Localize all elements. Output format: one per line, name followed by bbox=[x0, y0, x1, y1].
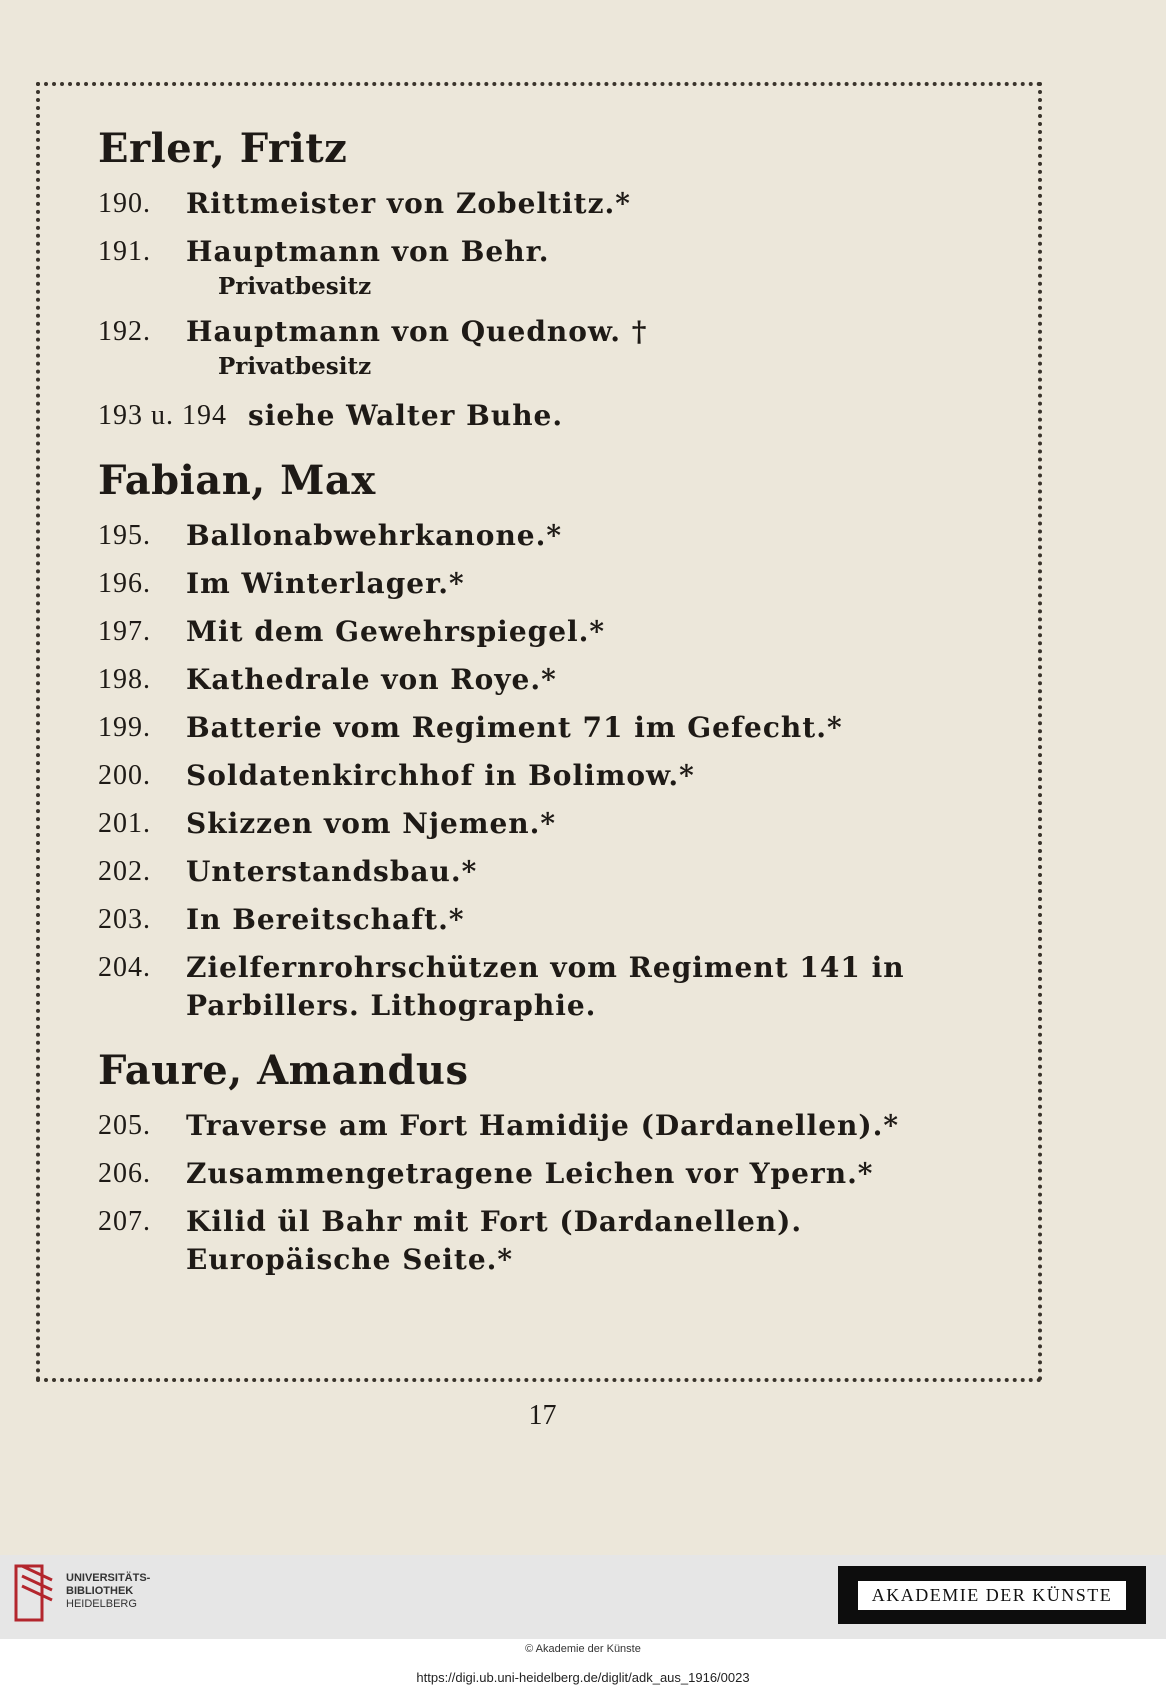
entry-number: 201. bbox=[98, 808, 151, 839]
catalog-entry bbox=[98, 1203, 998, 1279]
entry-number: 193 u. 194 bbox=[98, 400, 227, 431]
entry-number: 205. bbox=[98, 1110, 151, 1141]
catalog-entry bbox=[98, 517, 998, 555]
artist-section bbox=[98, 457, 998, 1025]
artist-section bbox=[98, 125, 998, 435]
entry-number: 200. bbox=[98, 760, 151, 791]
catalog-entry bbox=[98, 901, 998, 939]
catalog-entry bbox=[98, 1155, 998, 1193]
entry-title: Soldatenkirchhof in Bolimow.* bbox=[186, 759, 695, 792]
catalog-entry bbox=[98, 661, 998, 699]
entry-title: Zielfernrohrschützen vom Regiment 141 in Parbillers. Lithographie. bbox=[186, 951, 905, 1022]
entry-owner: Privatbesitz bbox=[218, 273, 372, 300]
entry-number: 192. bbox=[98, 316, 151, 347]
entry-number: 202. bbox=[98, 856, 151, 887]
catalog-entry bbox=[98, 949, 998, 1025]
catalog-entry bbox=[98, 185, 998, 223]
akademie-label: AKADEMIE DER KÜNSTE bbox=[858, 1581, 1126, 1610]
entry-title: Kathedrale von Roye.* bbox=[186, 663, 557, 696]
artist-heading: Fabian, Max bbox=[98, 457, 376, 504]
entry-title: Rittmeister von Zobeltitz.* bbox=[186, 187, 631, 220]
entry-title: Mit dem Gewehrspiegel.* bbox=[186, 615, 606, 648]
permalink-url[interactable]: https://digi.ub.uni-heidelberg.de/diglit/adk_aus_1916/0023 bbox=[416, 1670, 750, 1685]
entry-number: 198. bbox=[98, 664, 151, 695]
entry-title: Traverse am Fort Hamidije (Dardanellen).* bbox=[186, 1109, 899, 1142]
entry-number: 199. bbox=[98, 712, 151, 743]
catalog-entry bbox=[98, 397, 998, 435]
catalog-entry bbox=[98, 313, 998, 383]
entry-title: Batterie vom Regiment 71 im Gefecht.* bbox=[186, 711, 843, 744]
entry-number: 196. bbox=[98, 568, 151, 599]
entry-owner: Privatbesitz bbox=[218, 353, 372, 380]
entry-number: 195. bbox=[98, 520, 151, 551]
library-line-2: BIBLIOTHEK bbox=[66, 1585, 134, 1597]
library-line-3: HEIDELBERG bbox=[66, 1598, 137, 1610]
ub-heidelberg-logo-icon bbox=[12, 1562, 58, 1624]
entry-number: 197. bbox=[98, 616, 151, 647]
entry-title: Zusammengetragene Leichen vor Ypern.* bbox=[186, 1157, 874, 1190]
catalog-entry bbox=[98, 805, 998, 843]
page-number: 17 bbox=[528, 1400, 557, 1431]
entry-title: Unterstandsbau.* bbox=[186, 855, 478, 888]
catalog-entry bbox=[98, 233, 998, 303]
entry-title: In Bereitschaft.* bbox=[186, 903, 465, 936]
entry-title: Ballonabwehrkanone.* bbox=[186, 519, 563, 552]
library-line-1: UNIVERSITÄTS- bbox=[66, 1572, 151, 1584]
catalog-entry bbox=[98, 613, 998, 651]
entry-number: 203. bbox=[98, 904, 151, 935]
entry-number: 207. bbox=[98, 1206, 151, 1237]
artist-section bbox=[98, 1047, 998, 1279]
entry-title: Im Winterlager.* bbox=[186, 567, 465, 600]
entry-title: Kilid ül Bahr mit Fort (Dardanellen). Europäische Seite.* bbox=[186, 1205, 803, 1276]
catalog-content bbox=[98, 125, 998, 1301]
catalog-entry bbox=[98, 757, 998, 795]
catalog-entry bbox=[98, 709, 998, 747]
entry-number: 204. bbox=[98, 952, 151, 983]
copyright-text: © Akademie der Künste bbox=[525, 1643, 641, 1655]
entry-number: 206. bbox=[98, 1158, 151, 1189]
catalog-entry bbox=[98, 853, 998, 891]
catalog-entry bbox=[98, 1107, 998, 1145]
entry-title: Hauptmann von Quednow. † bbox=[186, 315, 648, 348]
artist-heading: Faure, Amandus bbox=[98, 1047, 469, 1094]
entry-title: Skizzen vom Njemen.* bbox=[186, 807, 557, 840]
akademie-logo[interactable] bbox=[838, 1566, 1146, 1624]
entry-number: 191. bbox=[98, 236, 151, 267]
library-name bbox=[66, 1572, 150, 1611]
entry-title: siehe Walter Buhe. bbox=[248, 399, 564, 432]
entry-title: Hauptmann von Behr. bbox=[186, 235, 550, 268]
catalog-entry bbox=[98, 565, 998, 603]
entry-number: 190. bbox=[98, 188, 151, 219]
artist-heading: Erler, Fritz bbox=[98, 125, 348, 172]
